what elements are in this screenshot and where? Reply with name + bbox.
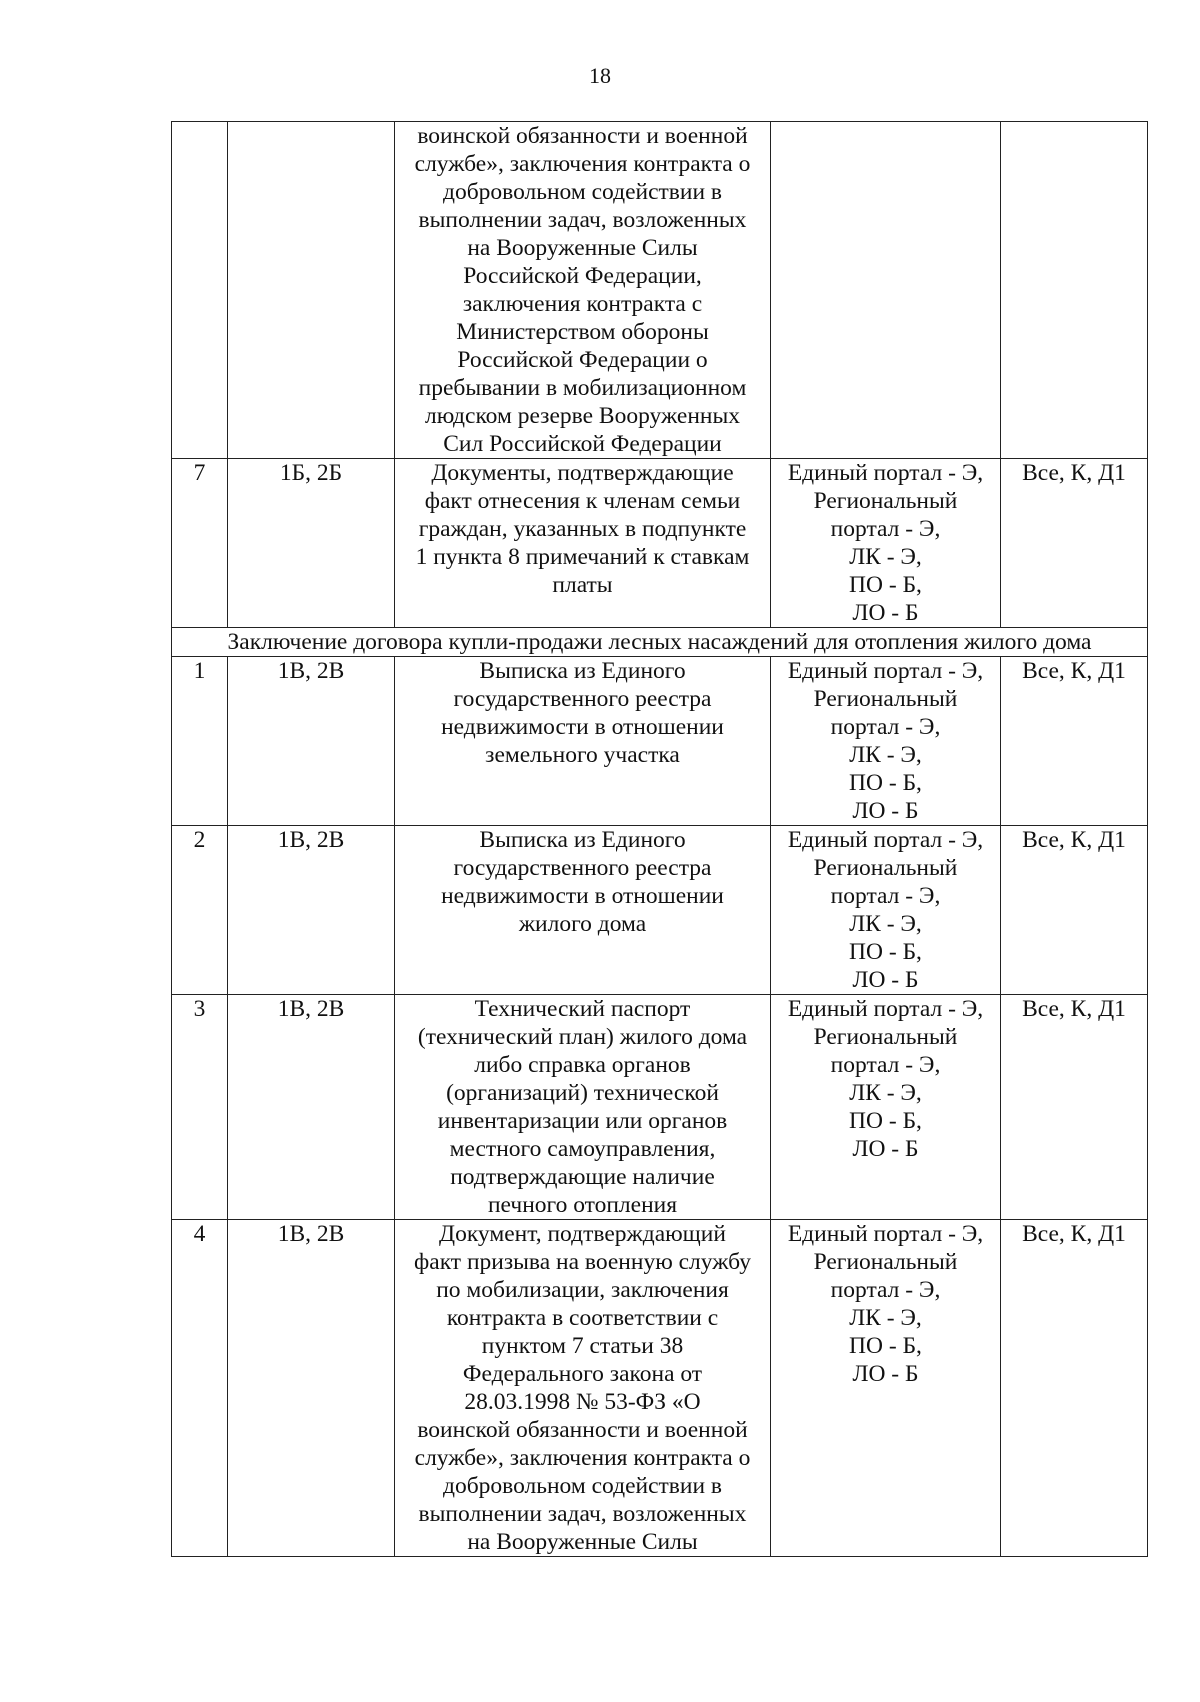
submission-method bbox=[771, 122, 1001, 459]
section-heading: Заключение договора купли-продажи лесных насаждений для отопления жилого дома bbox=[172, 628, 1148, 657]
row-number: 1 bbox=[172, 657, 228, 826]
table-row bbox=[172, 995, 1148, 1220]
submission-method: Единый портал - Э, Региональный портал - Э, ЛК - Э, ПО - Б, ЛО - Б bbox=[771, 826, 1001, 995]
row-number: 7 bbox=[172, 459, 228, 628]
page-number: 18 bbox=[589, 63, 611, 88]
table-row bbox=[172, 122, 1148, 459]
applicant-groups: 1В, 2В bbox=[228, 657, 395, 826]
table-row bbox=[172, 1220, 1148, 1557]
submission-method: Единый портал - Э, Региональный портал - Э, ЛК - Э, ПО - Б, ЛО - Б bbox=[771, 995, 1001, 1220]
applicant-groups: 1В, 2В bbox=[228, 1220, 395, 1557]
table-row bbox=[172, 826, 1148, 995]
row-number bbox=[172, 122, 228, 459]
row-number: 2 bbox=[172, 826, 228, 995]
documents-table-body bbox=[172, 122, 1148, 1557]
applicant-groups: 1В, 2В bbox=[228, 995, 395, 1220]
document-description: Документ, подтверждающий факт призыва на военную службу по мобилизации, заключения контракта в соответствии с пунктом 7 статьи 38 Федерального закона от 28.03.1998 № 53-ФЗ «О воинской обязанности и военной службе», заключения контракта о добровольном содействии в выполнении задач, возложенных на Вооруженные Силы bbox=[395, 1220, 771, 1557]
row-number: 3 bbox=[172, 995, 228, 1220]
section-heading-row bbox=[172, 628, 1148, 657]
document-description: Выписка из Единого государственного реестра недвижимости в отношении жилого дома bbox=[395, 826, 771, 995]
submission-method: Единый портал - Э, Региональный портал - Э, ЛК - Э, ПО - Б, ЛО - Б bbox=[771, 459, 1001, 628]
table-row bbox=[172, 657, 1148, 826]
document-description: Документы, подтверждающие факт отнесения к членам семьи граждан, указанных в подпункте 1 пункта 8 примечаний к ставкам платы bbox=[395, 459, 771, 628]
table-row bbox=[172, 459, 1148, 628]
access-codes: Все, К, Д1 bbox=[1001, 1220, 1148, 1557]
access-codes: Все, К, Д1 bbox=[1001, 459, 1148, 628]
documents-table bbox=[171, 121, 1148, 1557]
row-number: 4 bbox=[172, 1220, 228, 1557]
document-description: Выписка из Единого государственного реестра недвижимости в отношении земельного участка bbox=[395, 657, 771, 826]
submission-method: Единый портал - Э, Региональный портал - Э, ЛК - Э, ПО - Б, ЛО - Б bbox=[771, 657, 1001, 826]
access-codes: Все, К, Д1 bbox=[1001, 657, 1148, 826]
access-codes: Все, К, Д1 bbox=[1001, 826, 1148, 995]
applicant-groups bbox=[228, 122, 395, 459]
access-codes: Все, К, Д1 bbox=[1001, 995, 1148, 1220]
document-description: Технический паспорт (технический план) жилого дома либо справка органов (организаций) технической инвентаризации или органов местного самоуправления, подтверждающие наличие печного отопления bbox=[395, 995, 771, 1220]
document-description: воинской обязанности и военной службе», заключения контракта о добровольном содействии в выполнении задач, возложенных на Вооруженные Силы Российской Федерации, заключения контракта с Министерством обороны Российской Федерации о пребывании в мобилизационном людском резерве Вооруженных Сил Российской Федерации bbox=[395, 122, 771, 459]
applicant-groups: 1Б, 2Б bbox=[228, 459, 395, 628]
submission-method: Единый портал - Э, Региональный портал - Э, ЛК - Э, ПО - Б, ЛО - Б bbox=[771, 1220, 1001, 1557]
access-codes bbox=[1001, 122, 1148, 459]
applicant-groups: 1В, 2В bbox=[228, 826, 395, 995]
